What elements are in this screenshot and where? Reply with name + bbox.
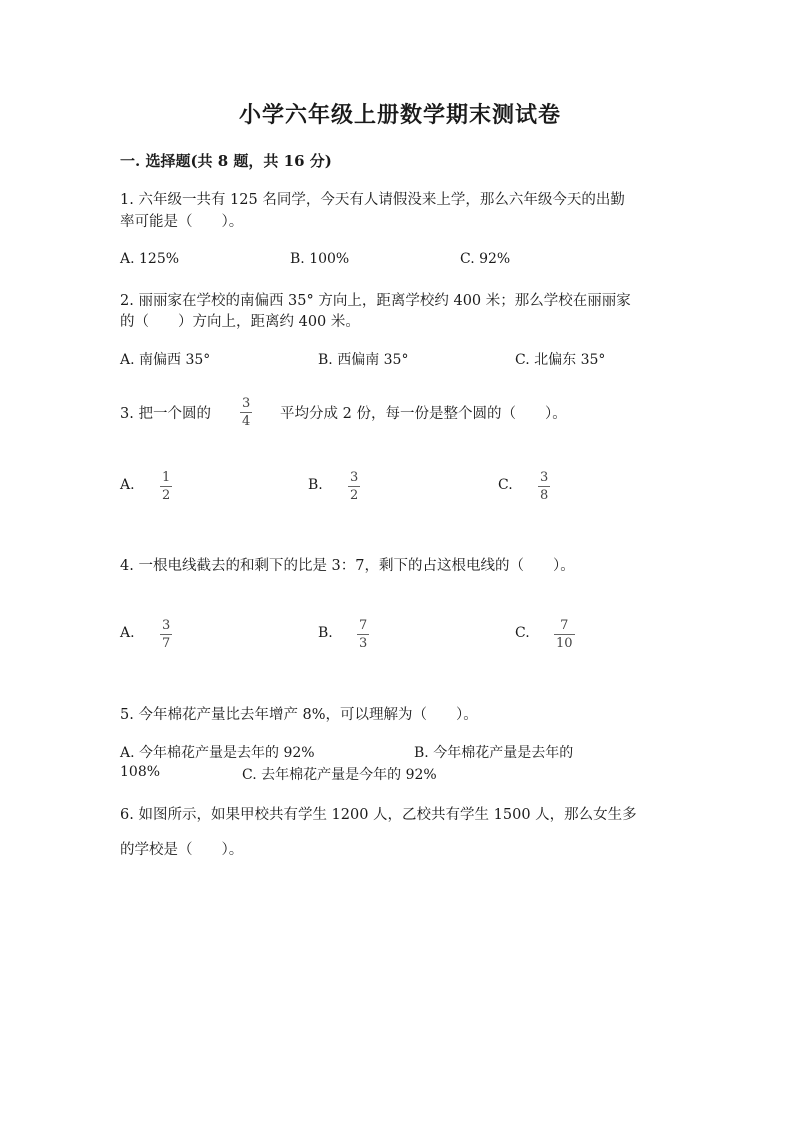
fraction-bar bbox=[348, 486, 360, 487]
question-6-line-1: 6. 如图所示，如果甲校共有学生 1200 人，乙校共有学生 1500 人，那么女生多 bbox=[120, 807, 637, 823]
question-1-line-1: 1. 六年级一共有 125 名同学，今天有人请假没来上学，那么六年级今天的出勤 bbox=[120, 192, 625, 208]
question-2-option-c: C. 北偏东 35° bbox=[515, 352, 606, 368]
section-heading: 一. 选择题(共 8 题，共 16 分) bbox=[120, 152, 332, 170]
question-3-option-a-fraction bbox=[160, 470, 172, 503]
question-3-option-b-fraction bbox=[348, 470, 360, 503]
fraction-bar bbox=[160, 634, 172, 635]
question-3-option-c-label: C. bbox=[498, 477, 513, 493]
question-3-text-before: 3. 把一个圆的 bbox=[120, 406, 211, 422]
question-6-line-2: 的学校是（ ）。 bbox=[120, 842, 244, 858]
question-3-fraction bbox=[240, 396, 252, 429]
fraction-numerator: 1 bbox=[162, 470, 171, 485]
question-4-option-a-label: A. bbox=[120, 625, 135, 641]
fraction-denominator: 8 bbox=[540, 488, 549, 503]
fraction-bar bbox=[240, 412, 252, 413]
question-3-option-c-fraction bbox=[538, 470, 550, 503]
question-1-option-c: C. 92% bbox=[460, 251, 511, 267]
question-2-option-b: B. 西偏南 35° bbox=[318, 352, 409, 368]
fraction-numerator: 3 bbox=[540, 470, 549, 485]
fraction-numerator: 3 bbox=[350, 470, 359, 485]
question-5-line-1: 5. 今年棉花产量比去年增产 8%，可以理解为（ ）。 bbox=[120, 707, 478, 723]
fraction-bar bbox=[554, 634, 575, 635]
fraction-denominator: 10 bbox=[556, 636, 573, 651]
question-5-option-b: B. 今年棉花产量是去年的 bbox=[414, 745, 574, 761]
fraction-bar bbox=[160, 486, 172, 487]
question-2-line-2: 的（ ）方向上，距离约 400 米。 bbox=[120, 314, 360, 330]
question-4-option-b-label: B. bbox=[318, 625, 333, 641]
question-4-option-a-fraction bbox=[160, 618, 172, 651]
question-3-text-after: 平均分成 2 份，每一份是整个圆的（ ）。 bbox=[280, 406, 567, 422]
question-3-option-b-label: B. bbox=[308, 477, 323, 493]
fraction-numerator: 3 bbox=[162, 618, 171, 633]
question-4-option-b-fraction bbox=[357, 618, 369, 651]
question-2-option-a: A. 南偏西 35° bbox=[120, 352, 211, 368]
question-5-option-b-continued: 108% bbox=[120, 764, 161, 780]
question-3-option-a-label: A. bbox=[120, 477, 135, 493]
fraction-denominator: 7 bbox=[162, 636, 171, 651]
question-5-option-a: A. 今年棉花产量是去年的 92% bbox=[120, 745, 315, 761]
question-4-option-c-fraction bbox=[554, 618, 575, 651]
question-4-option-c-label: C. bbox=[515, 625, 530, 641]
question-1-option-b: B. 100% bbox=[290, 251, 350, 267]
page-title: 小学六年级上册数学期末测试卷 bbox=[238, 102, 561, 128]
question-2-line-1: 2. 丽丽家在学校的南偏西 35° 方向上，距离学校约 400 米；那么学校在丽丽家 bbox=[120, 293, 631, 309]
question-4-line-1: 4. 一根电线截去的和剩下的比是 3：7，剩下的占这根电线的（ ）。 bbox=[120, 558, 575, 574]
fraction-bar bbox=[357, 634, 369, 635]
fraction-denominator: 4 bbox=[242, 414, 251, 429]
fraction-numerator: 7 bbox=[359, 618, 368, 633]
question-5-option-c: C. 去年棉花产量是今年的 92% bbox=[242, 767, 437, 783]
fraction-denominator: 2 bbox=[162, 488, 171, 503]
fraction-denominator: 3 bbox=[359, 636, 368, 651]
fraction-numerator: 7 bbox=[560, 618, 569, 633]
fraction-numerator: 3 bbox=[242, 396, 251, 411]
question-1-option-a: A. 125% bbox=[120, 251, 180, 267]
question-1-line-2: 率可能是（ ）。 bbox=[120, 214, 244, 230]
fraction-denominator: 2 bbox=[350, 488, 359, 503]
fraction-bar bbox=[538, 486, 550, 487]
